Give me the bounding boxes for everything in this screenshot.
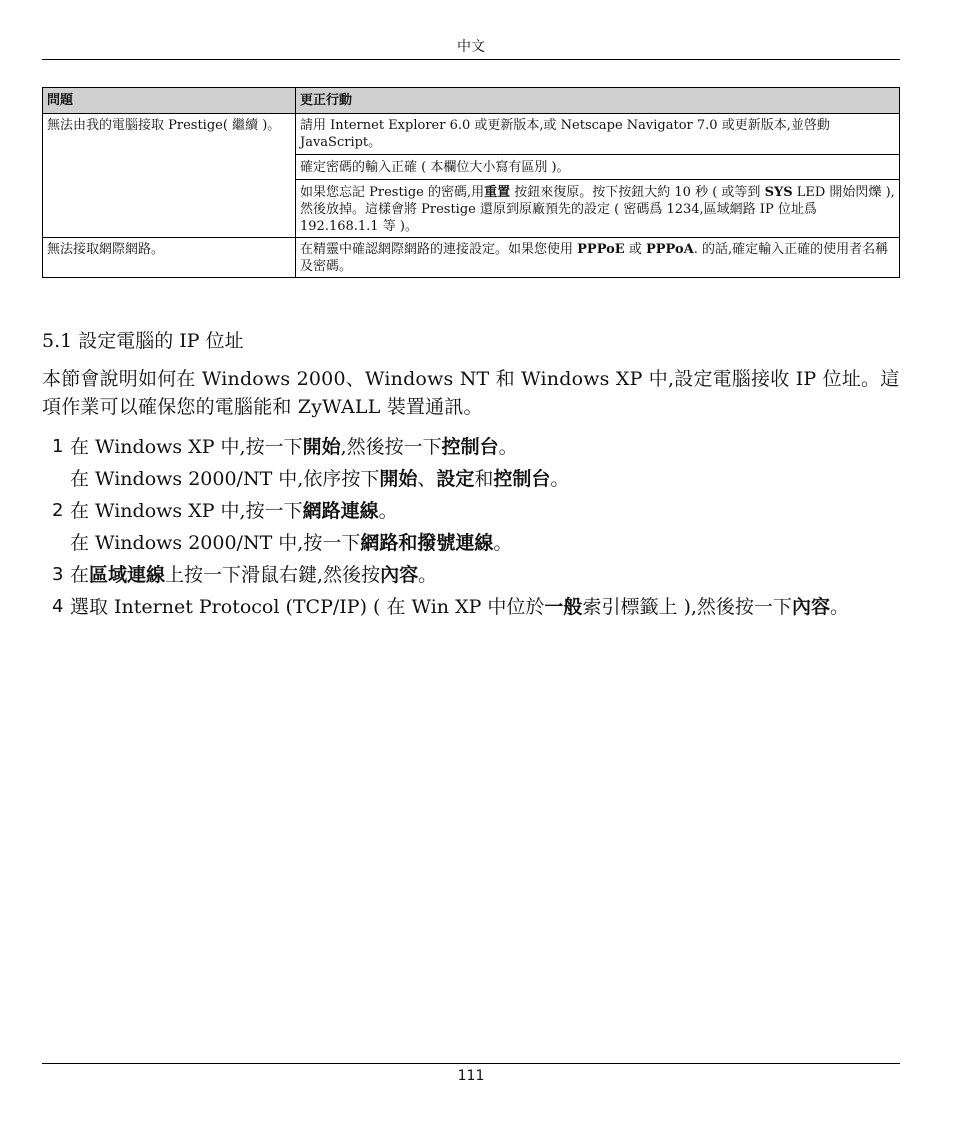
sys-term: SYS (764, 185, 793, 200)
step-text: 。 (829, 596, 849, 618)
action-item: 請用 Internet Explorer 6.0 或更新版本,或 Netscape Navigator 7.0 或更新版本,並啓動 JavaScript。 (300, 118, 830, 150)
step-number: 4 (52, 596, 64, 617)
page-footer (42, 1063, 900, 1084)
step-text: 。 (498, 436, 518, 458)
step-text: 。 (550, 468, 570, 490)
action-cell (296, 114, 900, 238)
ui-term: 網路連線 (302, 500, 379, 522)
column-header-problem: 問題 (43, 88, 296, 114)
step-item (52, 561, 904, 589)
header-title: 中文 (457, 39, 485, 55)
step-number: 2 (52, 500, 64, 521)
step-text: 選取 Internet Protocol (TCP/IP) ( 在 Win XP 中位於 (70, 596, 545, 618)
step-text: 上按一下滑鼠右鍵,然後按 (165, 564, 381, 586)
ui-term: 開始 (302, 436, 341, 458)
action-item (296, 179, 899, 235)
step-text: 索引標籤上 ),然後按一下 (582, 596, 792, 618)
step-text: 。 (493, 532, 513, 554)
ui-term: 網路和撥號連線 (360, 532, 494, 554)
column-header-action: 更正行動 (296, 88, 900, 114)
step-text: ,然後按一下 (340, 436, 442, 458)
action-item: 確定密碼的輸入正確 ( 本欄位大小寫有區別 )。 (296, 154, 899, 176)
section-intro: 本節會說明如何在 Windows 2000、Windows NT 和 Windows XP 中,設定電腦接收 IP 位址。這項作業可以確保您的電腦能和 ZyWALL 裝置通訊。 (42, 368, 900, 418)
action-text: 按鈕來復原。按下按鈕大約 10 秒 ( 或等到 (510, 185, 765, 200)
step-item (52, 433, 904, 493)
step-item (52, 497, 904, 557)
ui-term: 設定 (436, 468, 475, 490)
action-text: 在精靈中確認網際網路的連接設定。如果您使用 (300, 242, 578, 257)
step-number: 3 (52, 564, 64, 585)
action-text: 或 (624, 242, 646, 257)
reset-term: 重置 (484, 185, 511, 200)
step-text: 在 Windows XP 中,按一下 (70, 500, 303, 522)
ui-term: 控制台 (441, 436, 499, 458)
step-text: 和 (474, 468, 494, 490)
table-row (43, 238, 900, 278)
step-item (52, 593, 904, 621)
step-text: 。 (378, 500, 398, 522)
step-text: 在 Windows XP 中,按一下 (70, 436, 303, 458)
action-text: . 的話,確定輸入正確的使用者名稱及密碼。 (300, 242, 889, 274)
section-heading: 5.1 設定電腦的 IP 位址 (42, 330, 244, 352)
step-text: 、 (417, 468, 437, 490)
pppoa-term: PPPoA (645, 242, 694, 257)
step-text: 在 Windows 2000/NT 中,按一下 (70, 532, 361, 554)
table-row (43, 114, 900, 238)
ui-term: 開始 (379, 468, 418, 490)
ui-term: 控制台 (493, 468, 551, 490)
ui-term: 內容 (380, 564, 419, 586)
step-number: 1 (52, 436, 64, 457)
table-header-row (43, 88, 900, 114)
action-cell (296, 238, 900, 278)
ui-term: 內容 (791, 596, 830, 618)
step-text: 。 (418, 564, 438, 586)
page-number: 111 (457, 1068, 485, 1084)
problem-cell: 無法接取網際網路。 (43, 238, 296, 278)
troubleshooting-table (42, 87, 900, 278)
step-text: 在 Windows 2000/NT 中,依序按下 (70, 468, 380, 490)
step-note (70, 465, 904, 493)
action-text: 如果您忘記 Prestige 的密碼,用 (300, 185, 485, 200)
step-text: 在 (70, 564, 90, 586)
problem-cell: 無法由我的電腦接取 Prestige( 繼續 )。 (43, 114, 296, 238)
page-header (42, 36, 900, 60)
action-text: LED 開始閃爍 ),然後放掉。這樣會將 Prestige 還原到原廠預先的設定 ( 密碼爲 1234,區域網路 IP 位址爲 192.168.1.1 等 )。 (300, 185, 895, 234)
steps-list (52, 433, 904, 625)
pppoe-term: PPPoE (577, 242, 625, 257)
ui-term: 區域連線 (89, 564, 166, 586)
ui-term: 一般 (544, 596, 583, 618)
step-note (70, 529, 904, 557)
